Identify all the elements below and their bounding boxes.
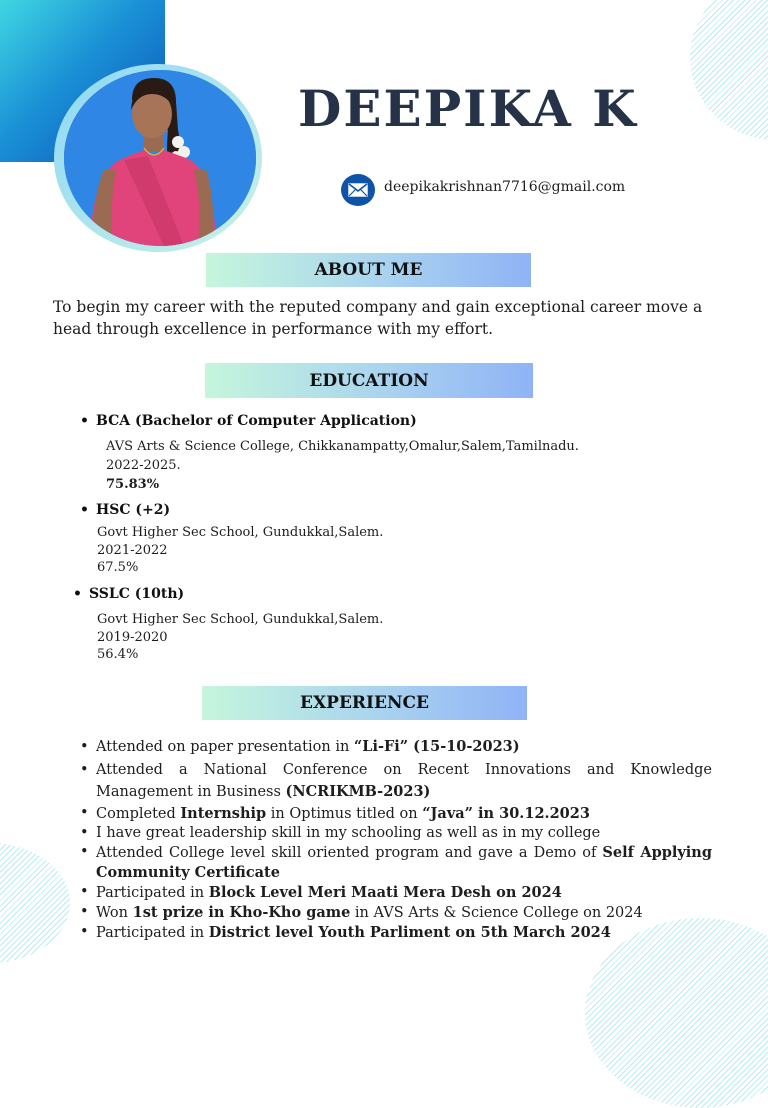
education-years: 2022-2025. (106, 458, 181, 473)
section-heading-education (205, 363, 533, 398)
experience-item-highlight: District level Youth Parliment on 5th March 2024 (208, 923, 611, 941)
education-years: 2021-2022 (97, 543, 168, 558)
education-item-hsc (80, 502, 170, 518)
experience-item (80, 903, 712, 923)
experience-item (80, 804, 712, 824)
about-text: To begin my career with the reputed company and gain exceptional career move a head through excellence in performance with my effort. (53, 298, 703, 338)
education-item-sslc (73, 586, 184, 602)
experience-item-text: I have great leadership skill in my schooling as well as in my college (96, 824, 601, 841)
education-title: • HSC (+2) (80, 502, 170, 518)
experience-item-text: Participated in (96, 924, 209, 941)
experience-item (80, 824, 712, 843)
experience-item-text: Attended College level skill oriented program and gave a Demo of (96, 844, 603, 861)
envelope-glyph (348, 183, 368, 197)
education-institution: Govt Higher Sec School, Gundukkal,Salem. (97, 612, 384, 627)
experience-item (80, 759, 712, 804)
experience-item-highlight: Block Level Meri Maati Mera Desh on 2024 (208, 883, 562, 901)
education-institution: Govt Higher Sec School, Gundukkal,Salem. (97, 525, 384, 540)
section-heading-label: EDUCATION (309, 370, 429, 391)
experience-item-text: Attended on paper presentation in (96, 739, 354, 755)
experience-item-text: Participated in (96, 884, 209, 901)
education-title: • BCA (Bachelor of Computer Application) (80, 413, 417, 429)
profile-photo (64, 70, 256, 246)
education-institution: AVS Arts & Science College, Chikkanampatty,Omalur,Salem,Tamilnadu. (106, 439, 579, 454)
profile-photo-figure (64, 70, 256, 246)
education-details-hsc (97, 523, 383, 576)
hatched-circle-bottom-right (585, 918, 768, 1108)
experience-item-highlight: Self Applying Community Certificate (96, 843, 712, 881)
education-years: 2019-2020 (97, 630, 168, 645)
education-score: 75.83% (106, 477, 160, 492)
experience-item-highlight: “Java” in 30.12.2023 (422, 804, 590, 822)
experience-list (80, 736, 712, 943)
hatched-circle-left (0, 843, 70, 963)
experience-item-highlight: “Li-Fi” (15-10-2023) (353, 738, 520, 755)
education-item-bca (80, 413, 417, 429)
section-heading-label: ABOUT ME (314, 260, 423, 280)
education-details-bca (106, 437, 579, 494)
envelope-icon (341, 174, 375, 206)
section-heading-about (206, 253, 531, 287)
education-score: 67.5% (97, 560, 139, 575)
experience-item (80, 843, 712, 883)
hatched-circle-top-right (690, 0, 768, 140)
experience-item-text: in AVS Arts & Science College on 2024 (350, 904, 643, 921)
experience-item-highlight: 1st prize in Kho-Kho game (132, 903, 351, 921)
candidate-name: DEEPIKA K (298, 79, 638, 138)
education-title: • SSLC (10th) (73, 586, 184, 602)
section-heading-experience (202, 686, 527, 720)
experience-item-text: Attended a National Conference on Recent Innovations and Knowledge Management in Business (96, 761, 712, 800)
education-score: 56.4% (97, 647, 139, 662)
education-details-sslc (97, 610, 383, 663)
experience-item (80, 923, 712, 943)
experience-item (80, 736, 712, 759)
experience-item-highlight: Internship (180, 804, 267, 822)
experience-item (80, 883, 712, 903)
experience-item-highlight: (NCRIKMB-2023) (285, 783, 431, 800)
section-heading-label: EXPERIENCE (300, 693, 429, 713)
experience-item-text: Completed (96, 805, 181, 822)
email-address[interactable]: deepikakrishnan7716@gmail.com (384, 179, 626, 195)
experience-item-text: Won (96, 904, 133, 921)
experience-item-text: in Optimus titled on (266, 805, 423, 822)
